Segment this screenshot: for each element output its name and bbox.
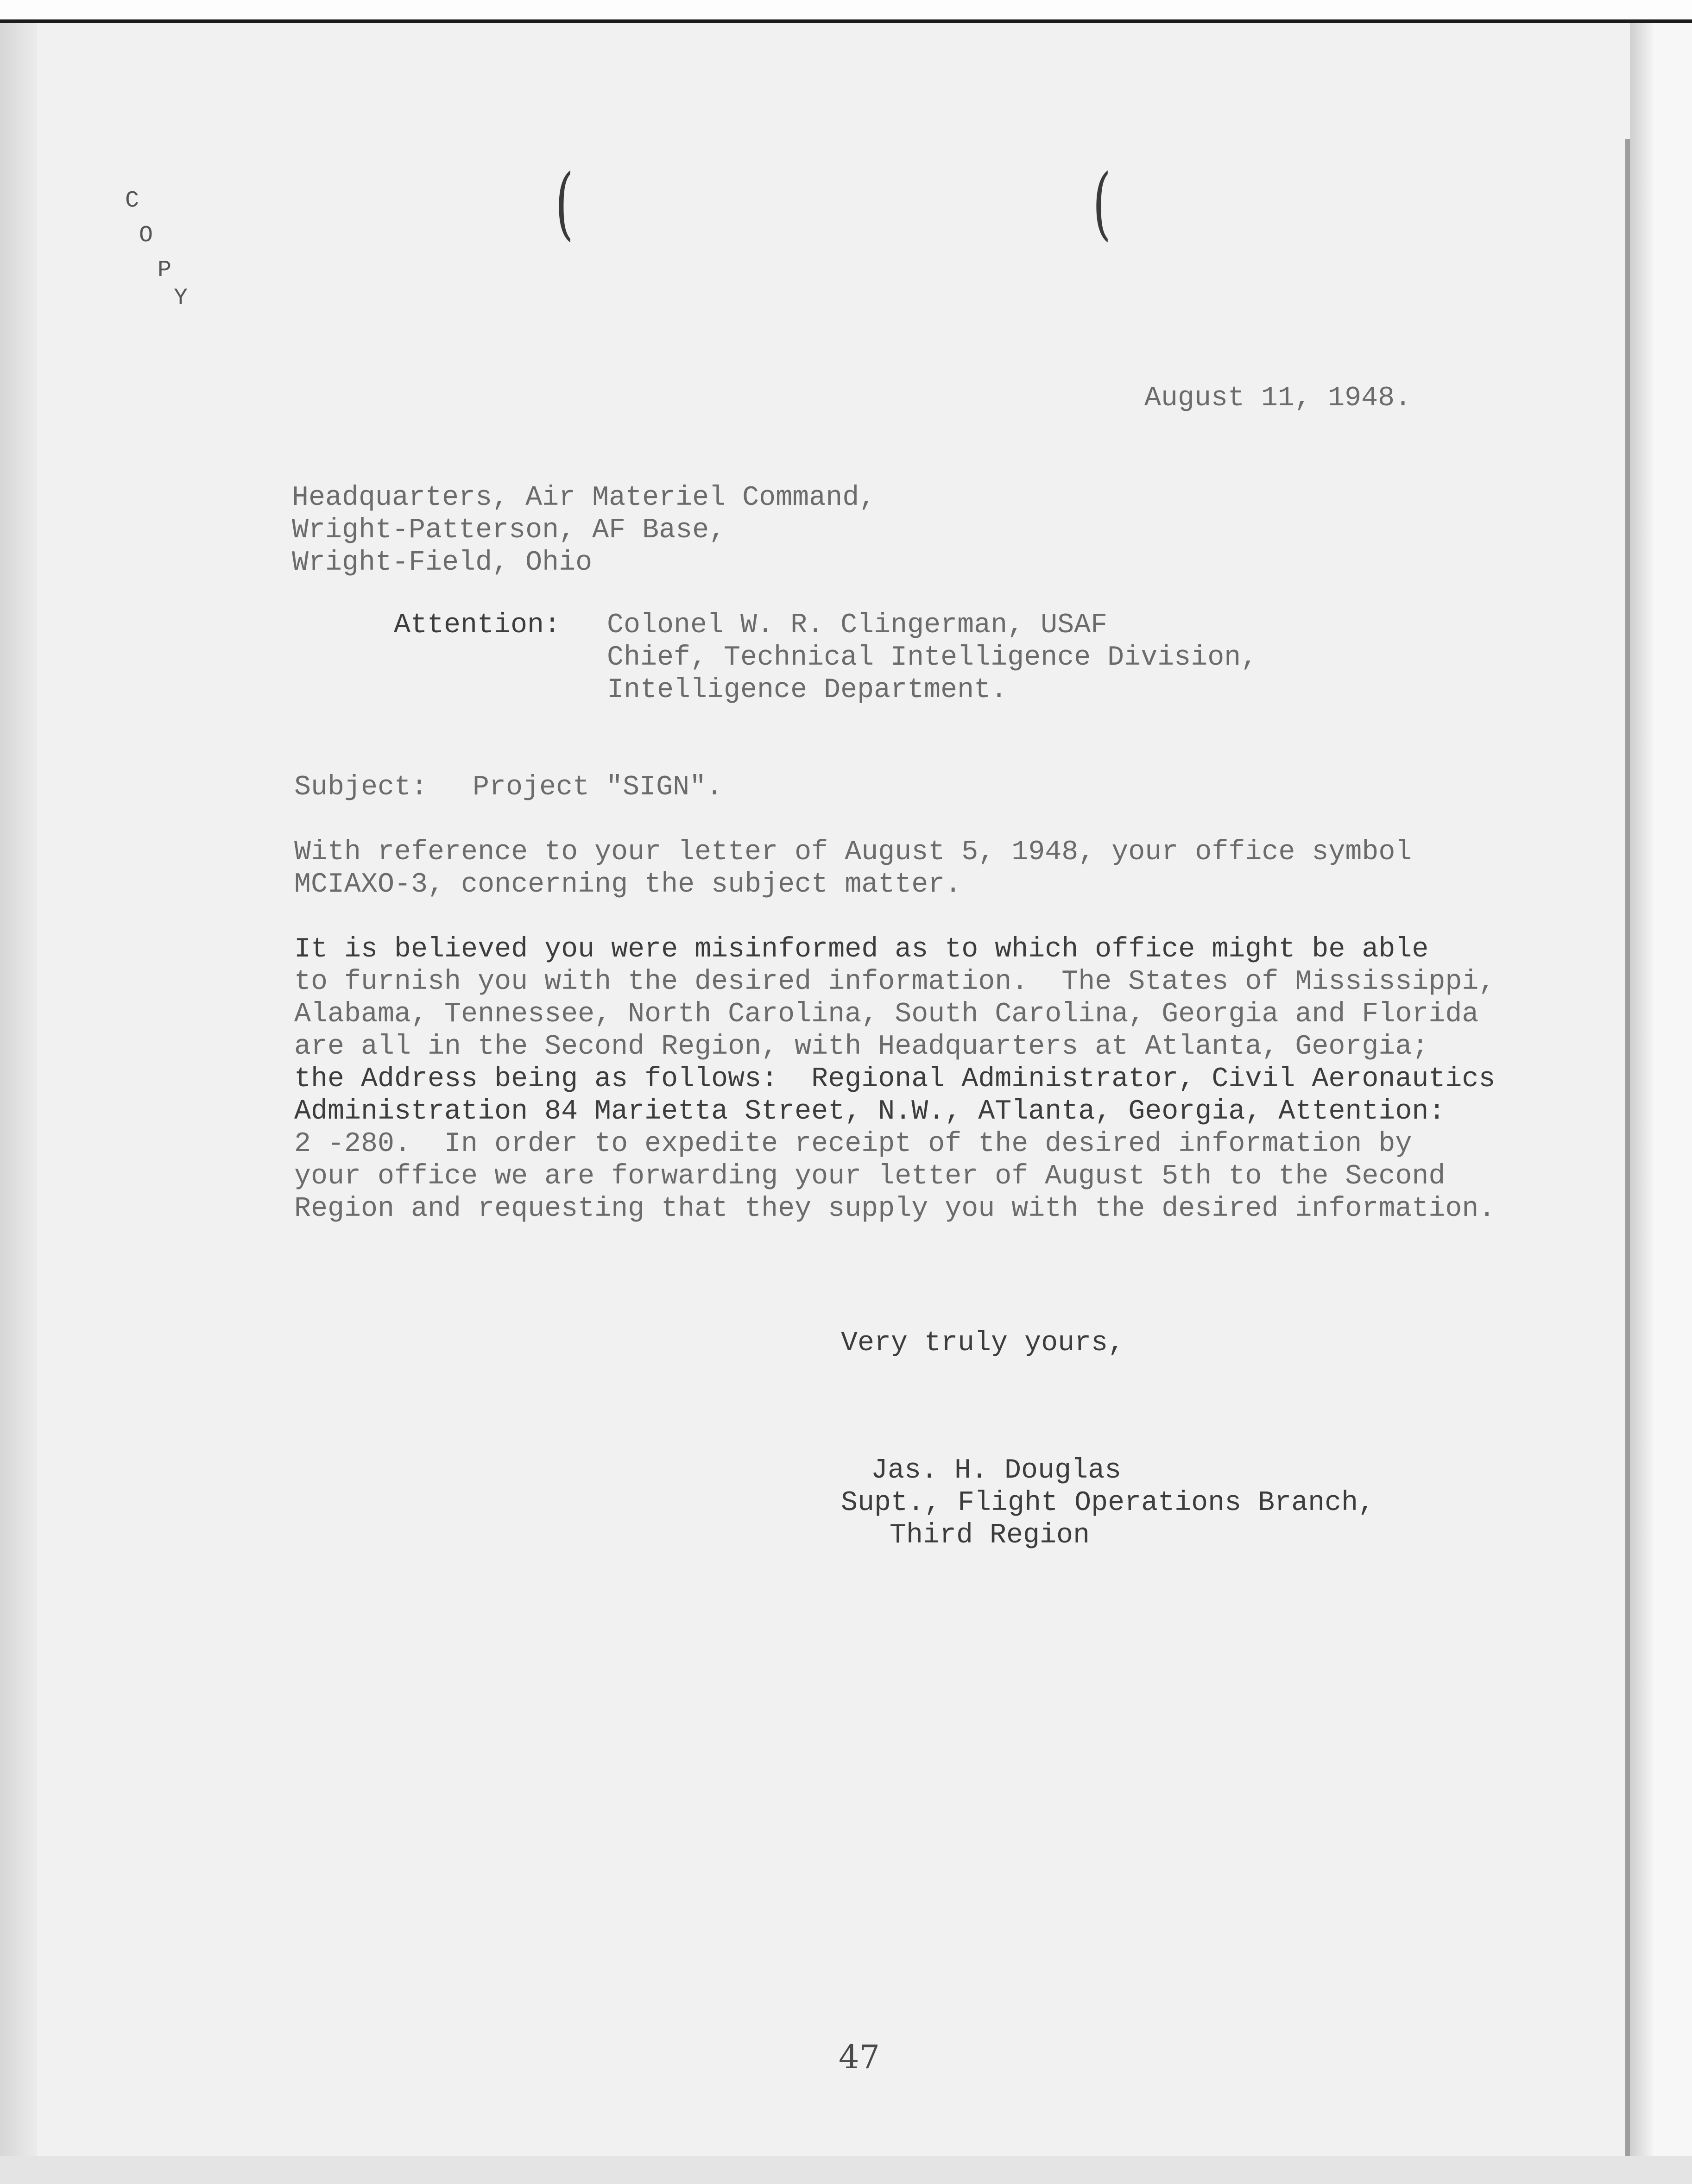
punch-mark-right: ( [1092,157,1111,249]
attention-line: Intelligence Department. [607,674,1008,706]
signer-name: Jas. H. Douglas [871,1455,1122,1486]
paragraph-line: It is believed you were misinformed as to which office might be able [294,934,1429,965]
copy-stamp-letter: O [139,222,153,249]
attention-label: Attention: [394,610,561,641]
scan-bottom-strip [0,2156,1692,2184]
address-line: Wright-Field, Ohio [292,547,593,579]
paragraph-line: are all in the Second Region, with Headquarters at Atlanta, Georgia; [294,1031,1429,1063]
punch-mark-left: ( [555,157,574,249]
copy-stamp-letter: C [125,188,139,214]
page-number: 47 [839,2038,880,2076]
paragraph-line: Alabama, Tennessee, North Carolina, South Carolina, Georgia and Florida [294,999,1479,1030]
paragraph-line: Region and requesting that they supply you with the desired information. [294,1193,1496,1225]
scan-right-rule [1625,139,1630,2168]
address-line: Wright-Patterson, AF Base, [292,515,726,546]
paragraph-line: Administration 84 Marietta Street, N.W., ATlanta, Georgia, Attention: [294,1096,1446,1127]
attention-line: Chief, Technical Intelligence Division, [607,642,1258,673]
signer-title: Supt., Flight Operations Branch, [841,1487,1375,1519]
paragraph-line: your office we are forwarding your letter of August 5th to the Second [294,1161,1446,1192]
scan-right-margin [1630,23,1692,2184]
subject-label: Subject: [294,772,428,803]
letter-date: August 11, 1948. [1144,383,1412,414]
paragraph-line: With reference to your letter of August 5, 1948, your office symbol [294,837,1412,868]
paragraph-line: 2 -280. In order to expedite receipt of the desired information by [294,1128,1412,1160]
copy-stamp-letter: Y [174,285,188,311]
paragraph-line: to furnish you with the desired information. The States of Mississippi, [294,966,1496,998]
paragraph-line: the Address being as follows: Regional Administrator, Civil Aeronautics [294,1064,1496,1095]
scan-top-edge [0,0,1692,23]
copy-stamp-letter: P [158,257,172,283]
paragraph-line: MCIAXO-3, concerning the subject matter. [294,869,962,900]
scan-left-shadow [0,23,37,2184]
signer-region: Third Region [890,1520,1090,1551]
address-line: Headquarters, Air Materiel Command, [292,482,876,514]
attention-line: Colonel W. R. Clingerman, USAF [607,610,1108,641]
subject-value: Project "SIGN". [473,772,723,803]
closing: Very truly yours, [841,1328,1125,1359]
